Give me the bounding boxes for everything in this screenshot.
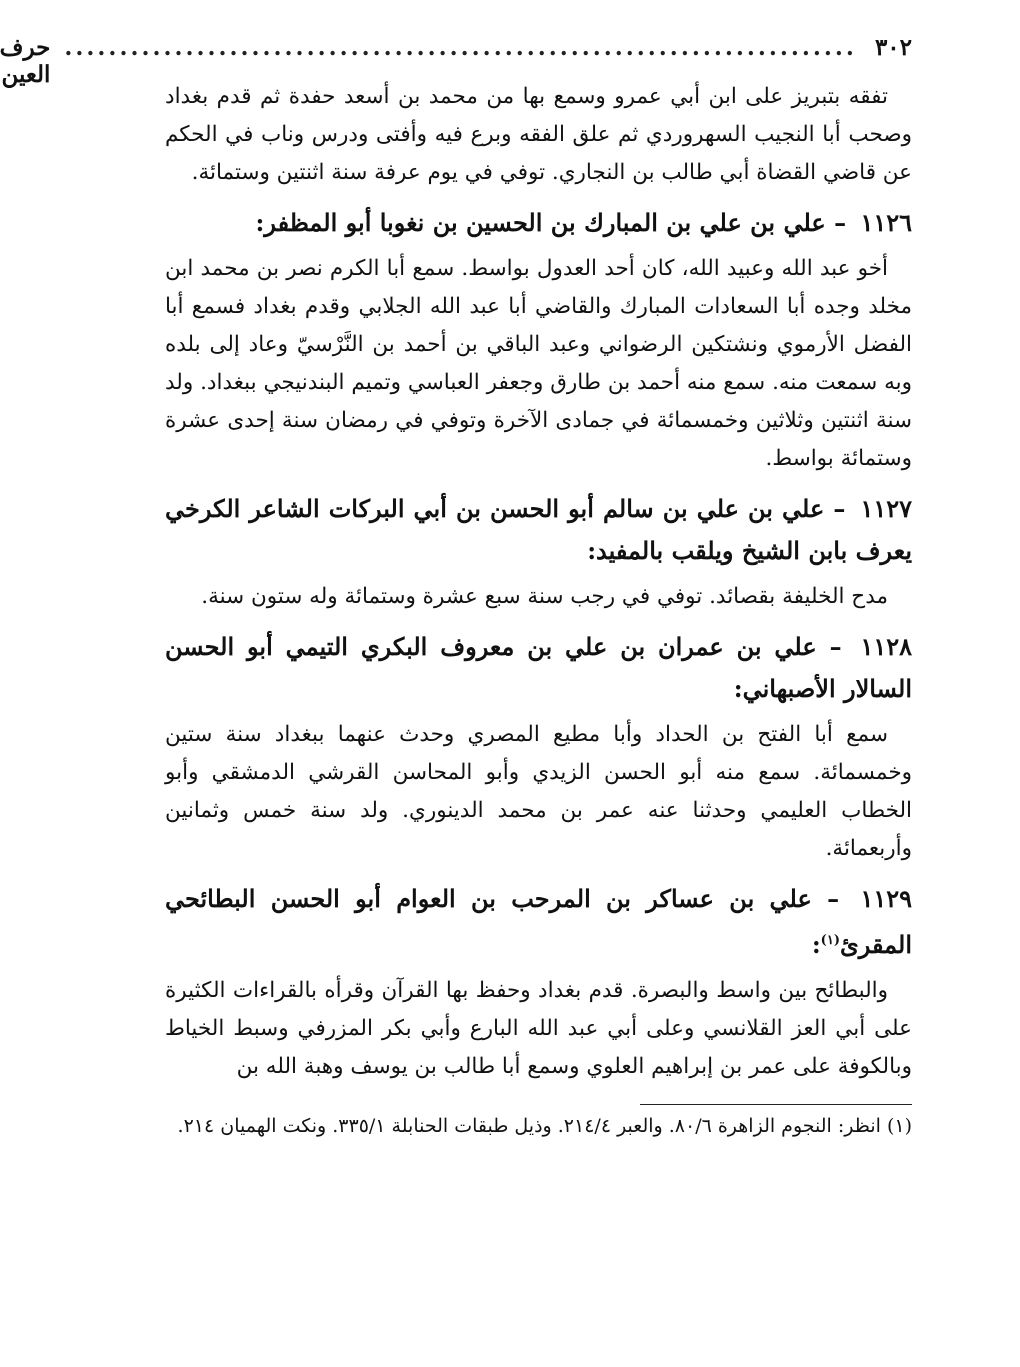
entry-dash: – xyxy=(833,494,846,523)
entry-title: علي بن عساكر بن المرحب بن العوام أبو الحسن البطائحي المقرئ xyxy=(165,884,912,959)
footnote-reference[interactable]: (١) xyxy=(820,933,840,948)
entry-dash: – xyxy=(827,884,840,913)
entry-title-colon: : xyxy=(811,930,821,959)
entry-number: ١١٢٩ xyxy=(860,884,913,913)
entry-title: علي بن علي بن سالم أبو الحسن بن أبي البركات الشاعر الكرخي يعرف بابن الشيخ ويلقب بالمفيد: xyxy=(165,494,912,565)
entry-heading-1127 xyxy=(165,488,912,572)
header-leader-dots: ........................................................................ xyxy=(64,34,857,61)
entry-body-1129: والبطائح بين واسط والبصرة. قدم بغداد وحفظ بها القرآن وقرأه بالقراءات الكثيرة على أبي العز القلانسي وعلى أبي عبد الله البارع وأبي بكر المزرفي وسبط الخياط وبالكوفة على عمر بن إبراهيم العلوي وسمع أبا طالب بن يوسف وهبة الله بن xyxy=(165,978,912,1079)
entry-number: ١١٢٧ xyxy=(860,494,913,523)
running-title: حرف العين xyxy=(0,34,51,88)
footnote: (١) انظر: النجوم الزاهرة ٨٠/٦. والعبر ٢١٤/٤. وذيل طبقات الحنابلة ٣٣٥/١. ونكت الهميان ٢١٤. xyxy=(177,1115,912,1137)
entry-number: ١١٢٨ xyxy=(860,632,913,661)
page-header xyxy=(0,34,912,88)
entry-heading-1129 xyxy=(165,878,912,966)
page-number: ٣٠٢ xyxy=(874,34,912,61)
entry-title: علي بن علي بن المبارك بن الحسين بن نغوبا أبو المظفر: xyxy=(255,208,826,237)
entry-title: علي بن عمران بن علي بن معروف البكري التيمي أبو الحسن السالار الأصبهاني: xyxy=(165,632,912,703)
entry-body-1126: أخو عبد الله وعبيد الله، كان أحد العدول بواسط. سمع أبا الكرم نصر بن محمد ابن مخلد وجده أبا السعادات المبارك والقاضي أبا عبد الله الجلابي وقدم بغداد فسمع أبا الفضل الأرموي ونشتكين الرضواني وعبد الباقي بن أحمد بن النَّرْسيّ وعاد إلى بلده وبه سمعت منه. سمع منه أحمد بن طارق وجعفر العباسي وتميم البندنيجي ببغداد. ولد سنة اثنتين وثلاثين وخمسمائة في جمادى الآخرة وتوفي في رمضان سنة إحدى عشرة وستمائة بواسط. xyxy=(165,256,912,471)
entry-body-1128: سمع أبا الفتح بن الحداد وأبا مطيع المصري وحدث عنهما ببغداد سنة ستين وخمسمائة. سمع منه أبو الحسن الزيدي وأبو المحاسن القرشي الدمشقي وأبو الخطاب العليمي وحدثنا عنه عمر بن محمد الدينوري. ولد سنة خمس وثمانين وأربعمائة. xyxy=(165,722,912,861)
book-page xyxy=(0,34,913,1347)
entry-dash: – xyxy=(834,208,847,237)
entry-dash: – xyxy=(829,632,842,661)
entry-body-1127: مدح الخليفة بقصائد. توفي في رجب سنة سبع عشرة وستمائة وله ستون سنة. xyxy=(201,584,888,609)
entry-heading-1128 xyxy=(165,626,912,710)
entry-number: ١١٢٦ xyxy=(860,208,912,237)
entry-heading-1126 xyxy=(165,202,912,244)
footnote-divider xyxy=(640,1104,912,1105)
intro-paragraph: تفقه بتبريز على ابن أبي عمرو وسمع بها من محمد بن أسعد حفدة ثم قدم بغداد وصحب أبا النجيب السهروردي ثم علق الفقه وبرع فيه وأفتى ودرس وناب في الحكم عن قاضي القضاة أبي طالب بن النجاري. توفي في يوم عرفة سنة اثنتين وستمائة. xyxy=(165,84,912,185)
